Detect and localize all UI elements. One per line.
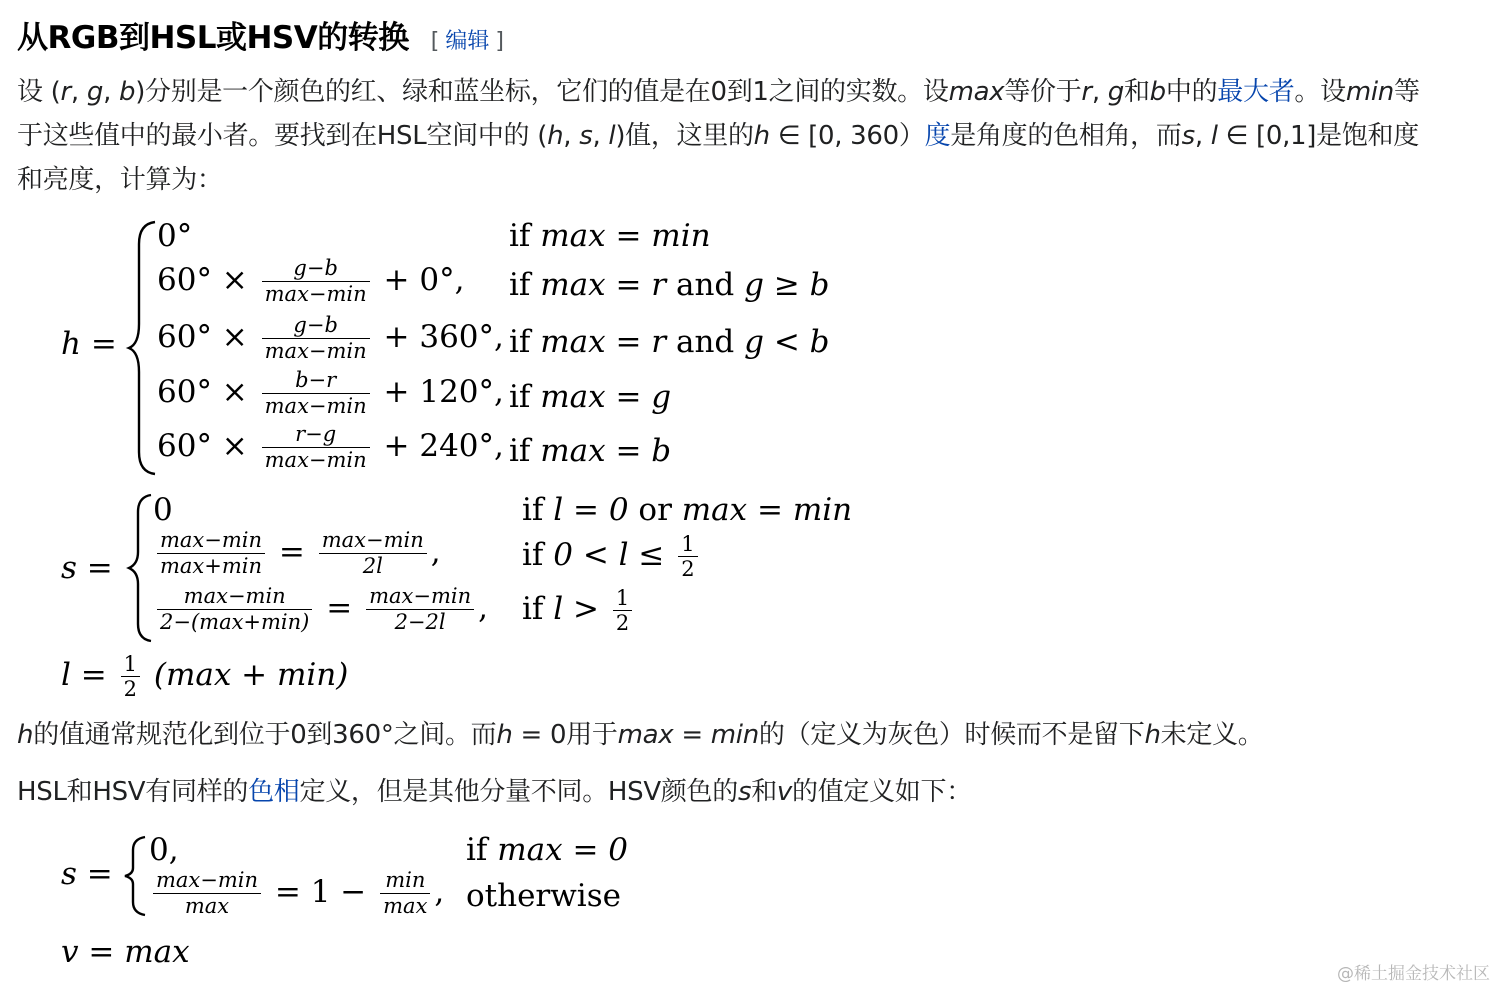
hsv-s-cond-1: if max = 0 [466, 832, 629, 868]
s-case-3: $\frac{\max-\min}{2-(\max+\min)}$ = $\frac{\max-\min}{2-2l}$ , [153, 584, 488, 635]
h-cond-3: if max = r and g < b [509, 324, 830, 360]
link-hue[interactable]: 色相 [248, 777, 300, 807]
hsv-s-case-1: 0, [149, 832, 179, 868]
para-h-normalization: h的值通常规范化到位于0到360°之间。而h = 0用于max = min的（定义为灰色）时候而不是留下h未定义。 [17, 720, 1264, 750]
para-hsv: HSL和HSV有同样的色相定义，但是其他分量不同。HSV颜色的s和v的值定义如下： [17, 777, 972, 807]
formula-v-lhs: v = [61, 934, 115, 970]
h-case-2: 60° × $\frac{g-b}{\max-\min}$ + 0°, [157, 256, 465, 306]
fraction: $\frac{g-b}{\max-\min}$ [262, 256, 370, 307]
formula-v: v = max [61, 934, 190, 970]
intro-line-1: 设 (r, g, b)分别是一个颜色的红、绿和蓝坐标，它们的值是在0到1之间的实数。设max等价于r, g和b中的最大者。设min等 [17, 77, 1420, 107]
h-cond-1: if max = min [509, 218, 711, 254]
fraction: $\frac{\max-\min}{\max+\min}$ [157, 528, 265, 579]
formula-l: l = $\frac{1}{2}$ (max + min) [61, 652, 349, 701]
formula-s-hsv [17, 830, 717, 920]
edit-link[interactable]: 编辑 [445, 29, 490, 54]
fraction: $\frac{r-g}{\max-\min}$ [262, 422, 370, 473]
s-case-1: 0 [153, 492, 173, 528]
fraction: $\frac{\max-\min}{2-(\max+\min)}$ [157, 584, 312, 635]
fraction: $\frac{1}{2}$ [121, 652, 140, 701]
s-cond-1: if l = 0 or max = min [522, 492, 853, 528]
h-case-4: 60° × $\frac{b-r}{\max-\min}$ + 120°, [157, 368, 504, 418]
h-case-1: 0° [157, 218, 193, 254]
formula-s-hsv-lhs: s = [61, 856, 113, 892]
h-cond-2: if max = r and g ≥ b [509, 267, 830, 303]
fraction: $\frac{1}{2}$ [613, 586, 632, 635]
section-title: 从RGB到HSL或HSV的转换 [17, 20, 409, 56]
fraction: $\frac{\max-\min}{2-2l}$ [366, 584, 474, 635]
section-heading [17, 12, 504, 57]
formula-l-lhs: l = [61, 657, 107, 693]
hsv-s-cond-2: otherwise [466, 878, 621, 914]
formula-h [17, 212, 917, 482]
link-degree[interactable]: 度 [924, 121, 951, 151]
intro-line-2: 于这些值中的最小者。要找到在HSL空间中的 (h, s, l)值，这里的h ∈ [0, 360）度是角度的色相角，而s, l ∈ [0,1]是饱和度 [17, 121, 1419, 151]
h-cond-5: if max = b [509, 433, 672, 469]
s-cond-3: if l > $\frac{1}{2}$ [522, 586, 636, 635]
h-cond-4: if max = g [509, 379, 672, 415]
s-cond-2: if 0 < l ≤ $\frac{1}{2}$ [522, 532, 702, 581]
formula-s-lhs: s = [61, 550, 113, 586]
edit-section: [ 编辑 ] [430, 29, 504, 54]
fraction: $\frac{b-r}{\max-\min}$ [262, 368, 370, 419]
formula-h-lhs: h = [61, 326, 117, 362]
hsv-s-case-2: $\frac{\max-\min}{\max}$ = 1 − $\frac{\min}{\max}$ , [149, 868, 444, 919]
fraction: $\frac{1}{2}$ [678, 532, 697, 581]
fraction: $\frac{\max-\min}{\max}$ [153, 868, 261, 919]
fraction: $\frac{\min}{\max}$ [380, 868, 430, 919]
h-case-5: 60° × $\frac{r-g}{\max-\min}$ + 240°, [157, 422, 504, 472]
s-case-2: $\frac{\max-\min}{\max+\min}$ = $\frac{\max-\min}{2l}$ , [153, 528, 441, 579]
intro-line-3: 和亮度，计算为： [17, 165, 223, 195]
link-max[interactable]: 最大者 [1217, 77, 1295, 107]
fraction: $\frac{g-b}{\max-\min}$ [262, 313, 370, 364]
formula-s [17, 488, 917, 648]
h-case-3: 60° × $\frac{g-b}{\max-\min}$ + 360°, [157, 313, 504, 363]
fraction: $\frac{\max-\min}{2l}$ [319, 528, 427, 579]
watermark: @稀土掘金技术社区 [1337, 964, 1490, 984]
